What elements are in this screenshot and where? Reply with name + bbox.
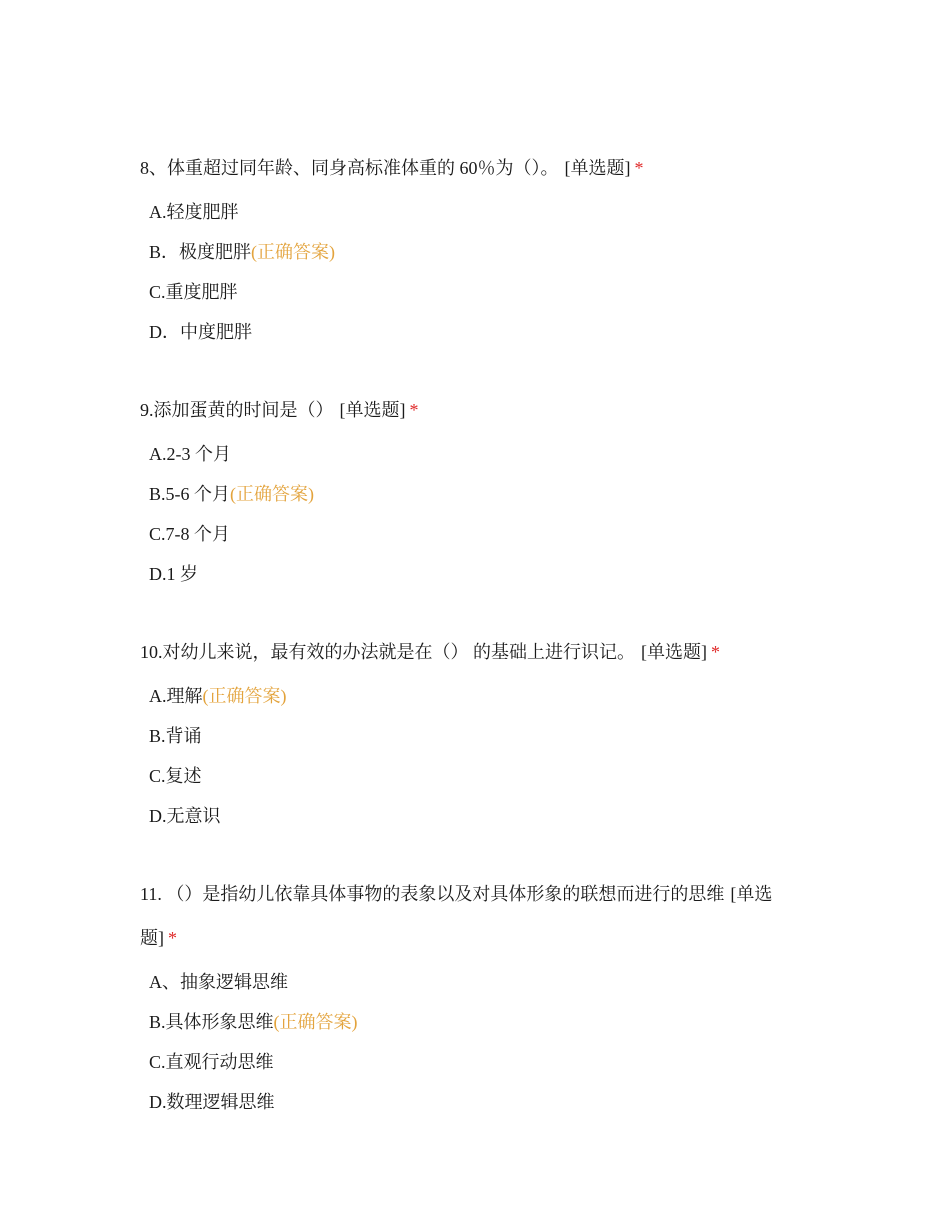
- correct-answer-label: (正确答案): [202, 686, 287, 706]
- option-list: [140, 962, 805, 1122]
- question-11: [140, 872, 805, 1122]
- question-type-label: [单选题]: [140, 884, 773, 948]
- option-text: D.无意识: [149, 806, 221, 826]
- question-text: 11. （）是指幼儿依靠具体事物的表象以及对具体形象的联想而进行的思维: [140, 884, 725, 904]
- option-d[interactable]: [140, 554, 805, 594]
- option-text: C.直观行动思维: [149, 1052, 274, 1072]
- option-text: B.具体形象思维: [149, 1012, 274, 1032]
- option-b[interactable]: [140, 1002, 805, 1042]
- option-list: [140, 434, 805, 594]
- option-list: [140, 676, 805, 836]
- option-text: B．极度肥胖: [149, 242, 252, 262]
- option-text: D．中度肥胖: [149, 322, 252, 342]
- option-c[interactable]: [140, 514, 805, 554]
- option-c[interactable]: [140, 756, 805, 796]
- option-a[interactable]: [140, 676, 805, 716]
- option-text: A、抽象逻辑思维: [149, 972, 288, 992]
- option-text: B.背诵: [149, 726, 202, 746]
- required-mark: *: [711, 642, 720, 662]
- correct-answer-label: (正确答案): [230, 484, 314, 504]
- correct-answer-label: (正确答案): [273, 1012, 358, 1032]
- option-b[interactable]: [140, 716, 805, 756]
- required-mark: *: [168, 928, 177, 948]
- option-d[interactable]: [140, 796, 805, 836]
- option-a[interactable]: [140, 192, 805, 232]
- option-d[interactable]: [140, 1082, 805, 1122]
- question-8: [140, 146, 805, 352]
- question-title: [140, 388, 805, 432]
- option-a[interactable]: [140, 434, 805, 474]
- question-9: [140, 388, 805, 594]
- option-text: A.轻度肥胖: [149, 202, 239, 222]
- question-10: [140, 630, 805, 836]
- required-mark: *: [409, 400, 419, 420]
- option-text: C.复述: [149, 766, 202, 786]
- option-text: B.5-6 个月: [149, 484, 230, 504]
- question-text: 9.添加蛋黄的时间是（）: [140, 400, 334, 420]
- option-text: D.1 岁: [149, 564, 198, 584]
- option-d[interactable]: [140, 312, 805, 352]
- option-text: A.2-3 个月: [149, 444, 231, 464]
- option-c[interactable]: [140, 272, 805, 312]
- required-mark: *: [634, 158, 644, 178]
- question-type-label: [单选题]: [564, 158, 631, 178]
- option-text: C.7-8 个月: [149, 524, 230, 544]
- option-text: D.数理逻辑思维: [149, 1092, 275, 1112]
- option-b[interactable]: [140, 232, 805, 272]
- option-list: [140, 192, 805, 352]
- option-c[interactable]: [140, 1042, 805, 1082]
- question-type-label: [单选题]: [641, 642, 707, 662]
- option-b[interactable]: [140, 474, 805, 514]
- question-title: [140, 872, 805, 960]
- question-text: 8、体重超过同年龄、同身高标准体重的 60％为（）。: [140, 158, 559, 178]
- question-title: [140, 630, 805, 674]
- question-text: 10.对幼儿来说，最有效的办法就是在（） 的基础上进行识记。: [140, 642, 635, 662]
- option-text: C.重度肥胖: [149, 282, 238, 302]
- option-text: A.理解: [149, 686, 203, 706]
- option-a[interactable]: [140, 962, 805, 1002]
- correct-answer-label: (正确答案): [251, 242, 336, 262]
- question-title: [140, 146, 805, 190]
- question-type-label: [单选题]: [339, 400, 406, 420]
